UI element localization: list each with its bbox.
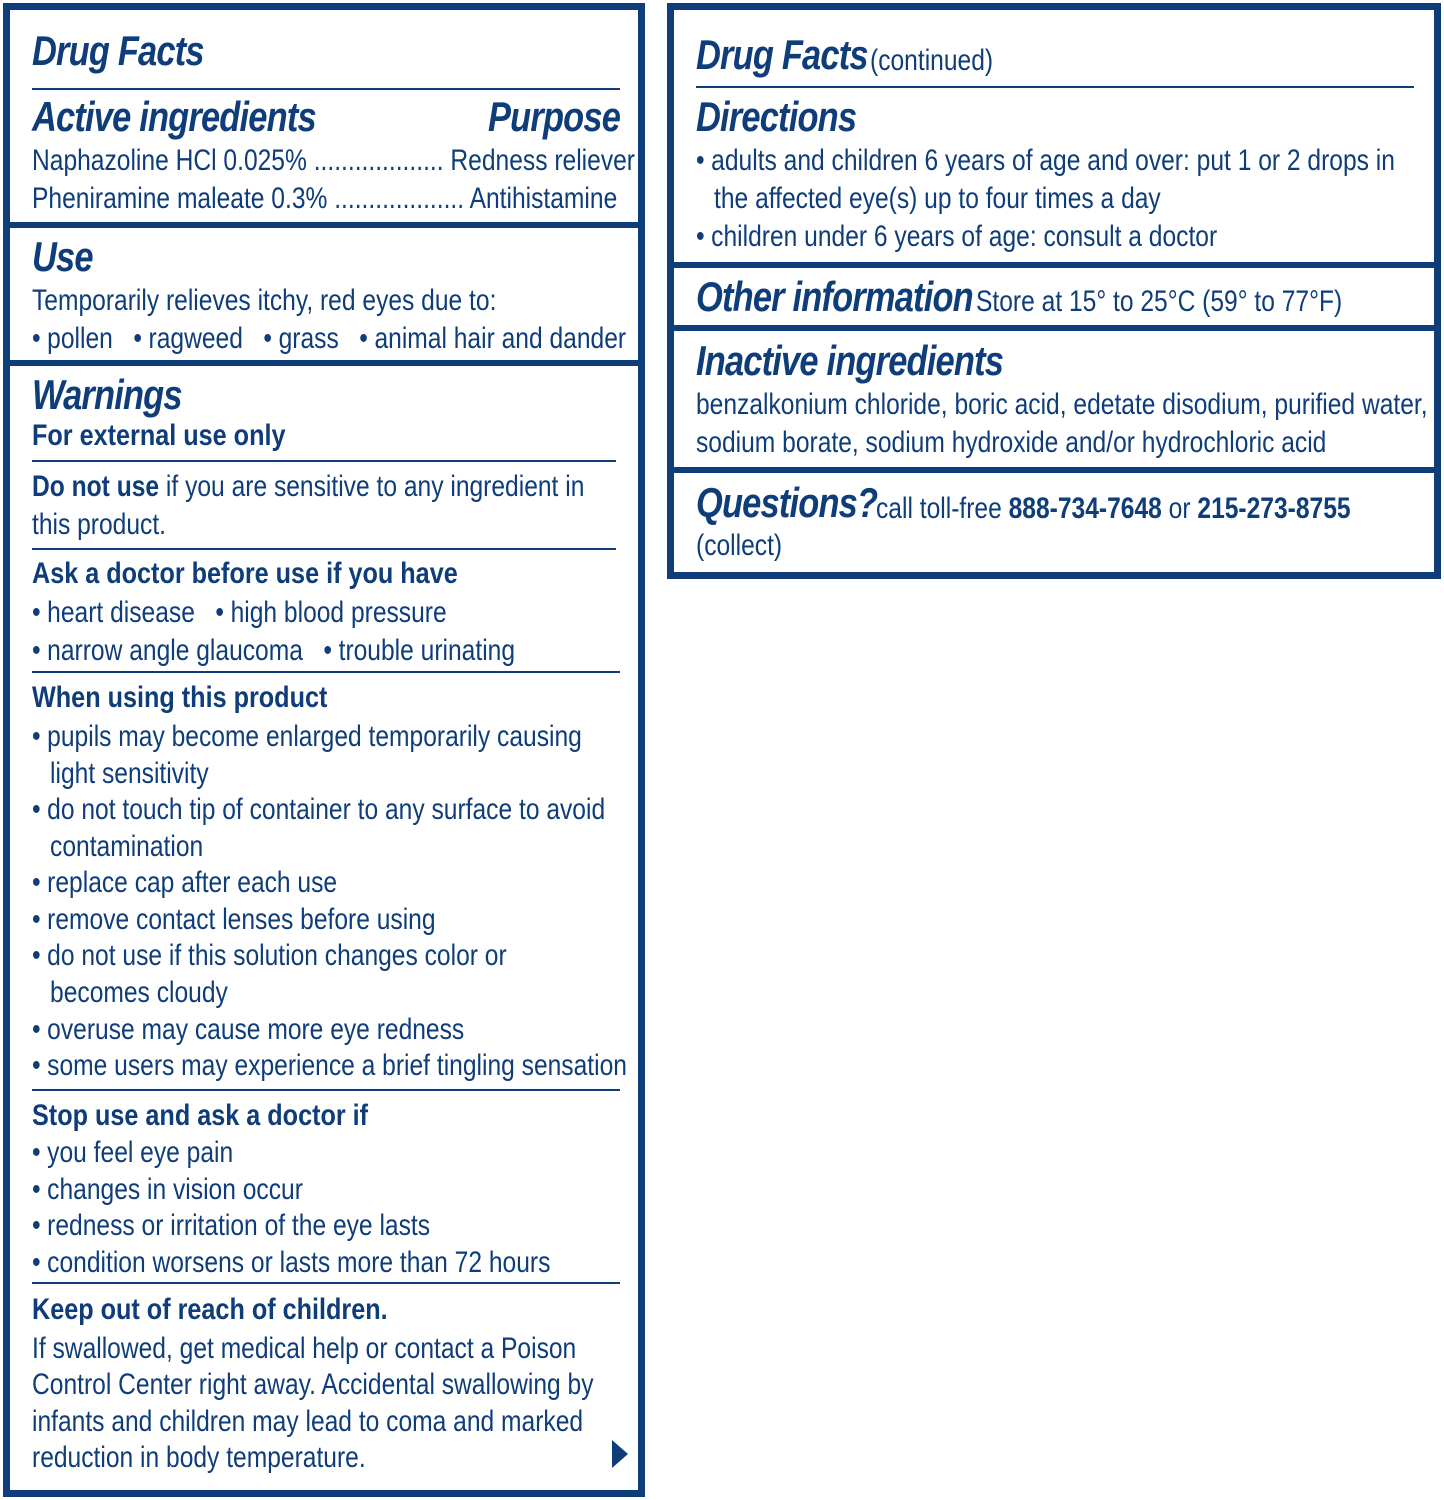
keep-out-line: infants and children may lead to coma and marked (32, 1405, 584, 1438)
active-purpose: Redness reliever (450, 144, 636, 177)
section-divider (674, 262, 1434, 268)
active-row-2 (32, 180, 617, 217)
collect-label: (collect) (696, 529, 783, 562)
directions-line: the affected eye(s) up to four times a day (714, 182, 1161, 215)
use-item: • animal hair and dander (359, 322, 626, 355)
ask-doctor-item: • narrow angle glaucoma (32, 634, 303, 667)
warning-divider (32, 671, 620, 673)
drug-facts-title: Drug Facts (32, 27, 204, 74)
leader-dots: ................... (313, 144, 444, 177)
warning-divider (32, 1282, 620, 1284)
use-text: Temporarily relieves itchy, red eyes due to: (32, 284, 497, 317)
other-information-heading: Other information (696, 273, 973, 320)
active-name: Naphazoline HCl 0.025% (32, 144, 307, 177)
drug-facts-panel-right (667, 3, 1441, 579)
inactive-line: benzalkonium chloride, boric acid, edetate disodium, purified water, (696, 388, 1428, 421)
warnings-heading: Warnings (32, 371, 182, 418)
use-item: • pollen (32, 322, 113, 355)
use-item: • ragweed (133, 322, 243, 355)
stop-use-heading: Stop use and ask a doctor if (32, 1099, 369, 1132)
do-not-use-line-2: this product. (32, 508, 167, 541)
do-not-use-label: Do not use (32, 470, 160, 503)
stop-use-item: • you feel eye pain (32, 1134, 233, 1171)
external-use-only: For external use only (32, 419, 286, 452)
when-using-line: • overuse may cause more eye redness (32, 1011, 464, 1048)
section-divider (10, 360, 638, 366)
ask-doctor-line-2 (32, 632, 515, 669)
active-purpose: Antihistamine (469, 182, 618, 215)
ask-doctor-item: • trouble urinating (323, 634, 515, 667)
warning-divider (32, 1089, 620, 1091)
title-divider (696, 86, 1414, 88)
leader-dots: ................... (334, 182, 465, 215)
section-divider (674, 325, 1434, 331)
inactive-line: sodium borate, sodium hydroxide and/or hydrochloric acid (696, 426, 1327, 459)
do-not-use-line-1 (32, 468, 584, 505)
continued-label: (continued) (870, 44, 994, 77)
questions-heading: Questions? (696, 479, 878, 526)
section-divider (10, 222, 638, 228)
keep-out-line: If swallowed, get medical help or contact a Poison (32, 1332, 577, 1365)
title-divider (32, 88, 620, 90)
when-using-line: contamination (50, 830, 204, 863)
other-information-text: Store at 15° to 25°C (59° to 77°F) (976, 285, 1343, 318)
ask-doctor-heading: Ask a doctor before use if you have (32, 557, 458, 590)
continue-arrow-icon (612, 1440, 628, 1468)
phone-number-1: 888-734-7648 (1008, 492, 1162, 525)
when-using-line: • remove contact lenses before using (32, 901, 436, 938)
or-label: or (1168, 492, 1191, 525)
stop-use-item: • changes in vision occur (32, 1171, 303, 1208)
when-using-line: • replace cap after each use (32, 864, 337, 901)
active-row-1 (32, 142, 635, 179)
use-items (32, 320, 626, 357)
when-using-line: light sensitivity (50, 757, 209, 790)
when-using-line: • do not use if this solution changes color or (32, 937, 507, 974)
questions-text (876, 490, 1351, 527)
when-using-line: • some users may experience a brief tingling sensation (32, 1047, 627, 1084)
warning-divider (32, 548, 616, 550)
when-using-line: • pupils may become enlarged temporarily causing (32, 718, 582, 755)
warning-divider (32, 460, 616, 462)
drug-facts-panel-left (3, 3, 645, 1497)
ask-doctor-item: • heart disease (32, 596, 195, 629)
stop-use-item: • condition worsens or lasts more than 72 hours (32, 1244, 550, 1281)
use-heading: Use (32, 233, 93, 280)
keep-out-line: reduction in body temperature. (32, 1441, 366, 1474)
active-name: Pheniramine maleate 0.3% (32, 182, 328, 215)
directions-line: • children under 6 years of age: consult a doctor (696, 218, 1217, 255)
keep-out-line: Control Center right away. Accidental swallowing by (32, 1368, 594, 1401)
stop-use-item: • redness or irritation of the eye lasts (32, 1207, 430, 1244)
phone-number-2: 215-273-8755 (1197, 492, 1351, 525)
directions-heading: Directions (696, 93, 857, 140)
active-ingredients-heading: Active ingredients (32, 93, 316, 140)
toll-free-label: call toll-free (876, 492, 1002, 525)
ask-doctor-item: • high blood pressure (215, 596, 446, 629)
purpose-heading: Purpose (488, 93, 621, 140)
ask-doctor-line-1 (32, 594, 447, 631)
keep-out-heading: Keep out of reach of children. (32, 1293, 388, 1326)
when-using-line: • do not touch tip of container to any surface to avoid (32, 791, 605, 828)
drug-facts-title: Drug Facts (696, 31, 868, 78)
use-item: • grass (263, 322, 338, 355)
inactive-ingredients-heading: Inactive ingredients (696, 337, 1004, 384)
when-using-line: becomes cloudy (50, 976, 228, 1009)
directions-line: • adults and children 6 years of age and over: put 1 or 2 drops in (696, 142, 1395, 179)
when-using-heading: When using this product (32, 681, 328, 714)
do-not-use-text: if you are sensitive to any ingredient in (159, 470, 585, 503)
section-divider (674, 467, 1434, 473)
